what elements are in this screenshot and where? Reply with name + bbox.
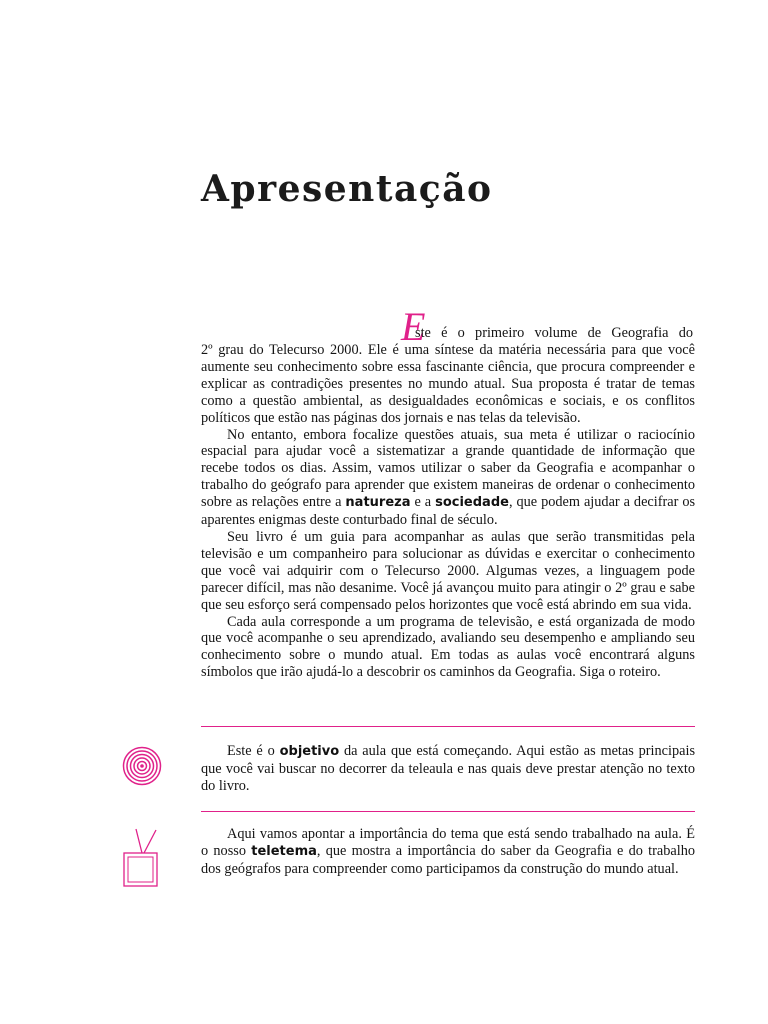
first-line-text: ste é o primeiro volume de Geografia do <box>415 325 693 342</box>
section-divider <box>201 726 695 727</box>
drop-cap-letter: E <box>401 304 426 349</box>
intro-text <box>201 304 696 681</box>
paragraph-3: Seu livro é um guia para acompanhar as aulas que serão transmitidas pela televisão e um companheiro para solucionar as dúvidas e exercitar o conhecimento que você vai adquirir com o Telecurso 2000. Algumas vezes, a linguagem pode parecer difícil, mas não desanime. Você já avançou muito para atingir o 2º grau e sabe que seu esforço será compensado pelos horizontes que você está abrindo em sua vida. <box>201 528 695 613</box>
section-divider <box>201 811 695 812</box>
objective-description <box>201 743 695 795</box>
objective-text-end: da aula que está começando. Aqui estão as metas principais que você vai buscar no decorrer da teleaula e nas quais deve prestar atenção no texto do livro. <box>201 743 696 794</box>
term-objetivo: objetivo <box>279 744 340 759</box>
paragraph-2-connector: e a <box>414 494 432 511</box>
page-title: Apresentação <box>201 168 493 210</box>
paragraph-2-text: No entanto, embora focalize questões atuais, sua meta é utilizar o raciocínio espacial para ajudar você a sistematizar a grande quantidade de informação que recebe todos os dias. Assim, vamos utilizar o saber da Geografia e acompanhar o trabalho do geógrafo para aprender que existem maneiras de ordenar o conhecimento sobre as relações entre a <box>201 426 695 511</box>
paragraph-4: Cada aula corresponde a um programa de televisão, e está organizada de modo que você acompanhe o seu aprendizado, avaliando seu desempenho e ampliando seu conhecimento sobre o mundo atual. Em todas as aulas você encontrará alguns símbolos que irão ajudá-lo a descobrir os caminhos da Geografia. Siga o roteiro. <box>201 613 695 681</box>
objective-text-start: Este é o <box>227 743 275 759</box>
target-icon <box>121 745 163 787</box>
term-natureza: natureza <box>345 495 411 511</box>
objective-paragraph <box>201 743 695 795</box>
paragraph-2 <box>201 427 695 529</box>
teletema-paragraph <box>201 826 695 878</box>
term-sociedade: sociedade <box>435 495 509 511</box>
television-icon <box>121 827 165 891</box>
teletema-text-start: Aqui vamos apontar a importância do tema que está sendo trabalhado na aula. É o nosso <box>201 826 695 859</box>
paragraph-1: 2º grau do Telecurso 2000. Ele é uma síntese da matéria necessária para que você aumente seu conhecimento sobre essa fascinante ciência, que procura compreender e explicar as contradições presentes no mundo atual. Sua proposta é tratar de temas como a questão ambiental, as desigualdades econômicas e sociais, e os conflitos políticos que estão nas páginas dos jornais e nas telas da televisão. <box>201 342 695 426</box>
teletema-description <box>201 826 695 878</box>
drop-cap-line <box>201 304 695 349</box>
term-teletema: teletema <box>251 843 317 859</box>
paragraph-2-end: , que podem ajudar a decifrar os aparentes enigmas deste conturbado final de século. <box>201 494 696 529</box>
teletema-text-end: , que mostra a importância do saber da Geografia e do trabalho dos geógrafos para compreender como participamos da construção do mundo atual. <box>201 842 696 877</box>
